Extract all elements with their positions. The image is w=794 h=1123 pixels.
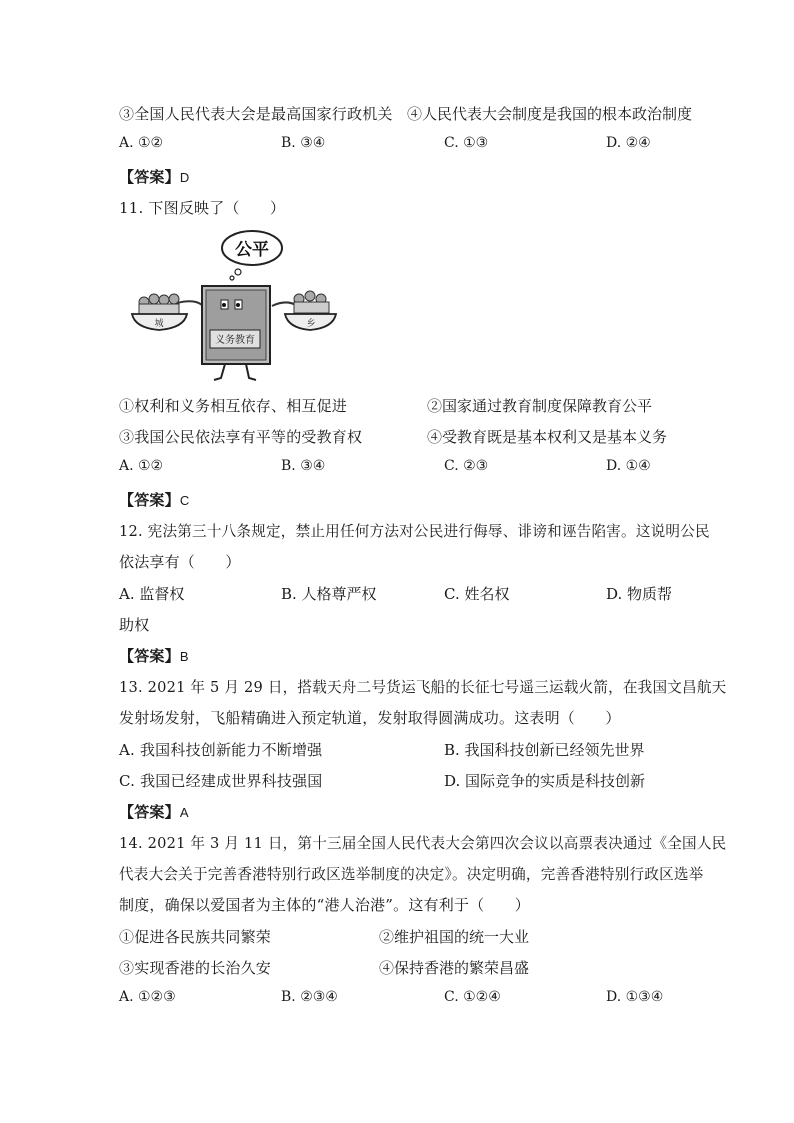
q14-choice-a: A. ①②③ xyxy=(119,989,176,1005)
q14-stem-line-3: 制度，确保以爱国者为主体的“港人治港”。这有利于（ ） xyxy=(119,896,530,914)
q10-choice-a: A. ①② xyxy=(119,135,164,151)
answer-value: D xyxy=(179,170,190,185)
book-label: 义务教育 xyxy=(215,335,255,346)
q12-stem-line-2: 依法享有（ ） xyxy=(119,553,241,571)
q13-option-a: A. 我国科技创新能力不断增强 xyxy=(119,741,323,759)
q11-option-2: ②国家通过教育制度保障教育公平 xyxy=(427,397,653,415)
q10-option-3: ③全国人民代表大会是最高国家行政机关 xyxy=(119,105,393,123)
q11-stem: 11. 下图反映了（ ） xyxy=(119,199,286,217)
q14-option-1: ①促进各民族共同繁荣 xyxy=(119,928,272,946)
answer-label: 【答案】 xyxy=(119,647,180,665)
answer-value: B xyxy=(179,649,189,664)
right-bowl-label: 乡 xyxy=(306,319,316,329)
right-bowl xyxy=(285,291,336,330)
answer-value: C xyxy=(179,493,190,508)
q13-option-c: C. 我国已经建成世界科技强国 xyxy=(119,772,323,790)
q11-choice-a: A. ①② xyxy=(119,458,164,474)
book-character xyxy=(202,286,270,364)
q14-option-4: ④保持香港的繁荣昌盛 xyxy=(379,959,530,977)
q13-option-b: B. 我国科技创新已经领先世界 xyxy=(444,741,645,759)
q14-choice-c: C. ①②④ xyxy=(444,989,501,1005)
q10-choice-b: B. ③④ xyxy=(281,135,326,151)
q14-option-3: ③实现香港的长治久安 xyxy=(119,959,272,977)
q13-stem-line-1: 13. 2021 年 5 月 29 日，搭载天舟二号货运飞船的长征七号遥三运载火箭，在我国文昌航天 xyxy=(119,679,727,696)
q11-cartoon-figure xyxy=(122,226,337,386)
q12-choice-d: D. 物质帮 xyxy=(606,585,673,603)
q11-option-3: ③我国公民依法享有平等的受教育权 xyxy=(119,428,363,446)
q10-option-4: ④人民代表大会制度是我国的根本政治制度 xyxy=(407,105,693,123)
answer-label: 【答案】 xyxy=(119,803,180,821)
q10-answer xyxy=(119,166,189,187)
q11-choice-c: C. ②③ xyxy=(444,458,489,474)
q14-choice-b: B. ②③④ xyxy=(281,989,338,1005)
q10-choice-c: C. ①③ xyxy=(444,135,489,151)
q14-stem-line-2: 代表大会关于完善香港特别行政区选举制度的决定》。决定明确，完善香港特别行政区选举 xyxy=(119,866,704,883)
q11-option-1: ①权利和义务相互依存、相互促进 xyxy=(119,397,348,415)
q14-stem-line-1: 14. 2021 年 3 月 11 日，第十三届全国人民代表大会第四次会议以高票表决通过《全国人民 xyxy=(119,835,727,852)
q13-option-d: D. 国际竞争的实质是科技创新 xyxy=(444,772,646,790)
q12-choice-a: A. 监督权 xyxy=(119,585,185,603)
answer-label: 【答案】 xyxy=(119,491,180,509)
q11-option-4: ④受教育既是基本权利又是基本义务 xyxy=(427,428,668,446)
left-bowl xyxy=(132,294,187,330)
q13-answer xyxy=(119,801,189,822)
q12-choice-d-wrap: 助权 xyxy=(119,616,150,634)
q10-choice-d: D. ②④ xyxy=(606,135,651,151)
q11-choice-d: D. ①④ xyxy=(606,458,651,474)
q12-choice-c: C. 姓名权 xyxy=(444,585,510,603)
q12-stem-line-1: 12. 宪法第三十八条规定，禁止用任何方法对公民进行侮辱、诽谤和诬告陷害。这说明公民 xyxy=(119,523,710,540)
q12-choice-b: B. 人格尊严权 xyxy=(281,585,377,603)
q11-choice-b: B. ③④ xyxy=(281,458,326,474)
q13-stem-line-2: 发射场发射，飞船精确进入预定轨道，发射取得圆满成功。这表明（ ） xyxy=(119,709,621,727)
left-bowl-label: 城 xyxy=(154,319,164,329)
answer-label: 【答案】 xyxy=(119,168,180,186)
q12-answer xyxy=(119,645,189,666)
q14-option-2: ②维护祖国的统一大业 xyxy=(379,928,530,946)
answer-value: A xyxy=(179,805,189,820)
q14-choice-d: D. ①③④ xyxy=(606,989,664,1005)
bubble-text: 公平 xyxy=(235,240,269,260)
q11-answer xyxy=(119,489,189,510)
